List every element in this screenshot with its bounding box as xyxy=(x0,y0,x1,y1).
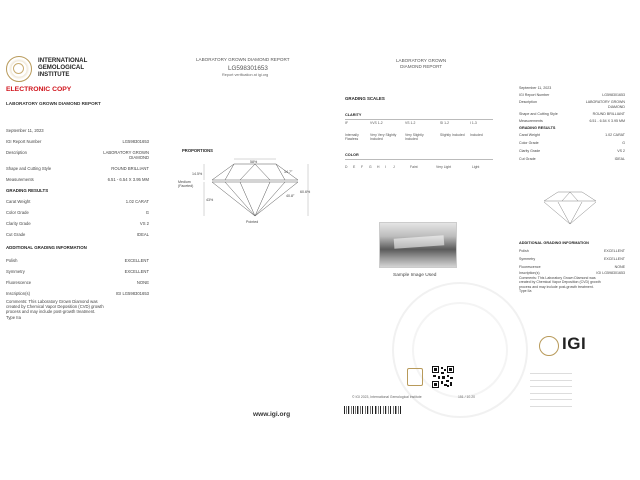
color-grade: Very Light xyxy=(436,165,452,169)
grading-row: Clarity Grade VS 2 xyxy=(6,221,149,226)
barcode-icon xyxy=(344,406,404,414)
clarity-scale-label: CLARITY xyxy=(345,113,362,117)
serial-details-block xyxy=(530,367,572,419)
additional-row: Symmetry EXCELLENT xyxy=(6,269,149,274)
rc-proportions-diagram xyxy=(530,186,610,230)
clarity-desc: Very Slightly Included xyxy=(405,133,424,141)
clarity-grade: I 1-3 xyxy=(470,121,477,125)
grading-row: Cut Grade IDEAL xyxy=(6,232,149,237)
clarity-desc: Very Very Slightly Included xyxy=(370,133,397,141)
additional-row: Inscription(s) IGI LG598301653 xyxy=(6,291,149,296)
rc-comments: Comments: This Laboratory Grown Diamond was created by Chemical Vapor Deposition (CVD) growth process and may include post-growth treatment. Type IIa xyxy=(519,276,601,294)
report-type: LABORATORY GROWN DIAMOND REPORT xyxy=(6,101,101,106)
report-date: September 11, 2023 xyxy=(6,128,44,133)
sample-diamond-image xyxy=(379,222,457,268)
additional-row: Polish EXCELLENT xyxy=(6,258,149,263)
color-grade: I xyxy=(385,165,386,169)
clarity-desc: Slightly Included xyxy=(440,133,465,137)
qr-code-icon xyxy=(432,366,454,388)
igi-seal-icon xyxy=(6,56,32,82)
rc-grading-row: Cut Grade IDEAL xyxy=(519,157,625,161)
color-grade: F xyxy=(361,165,364,169)
color-grade: H xyxy=(377,165,380,169)
rc-grading-row: Carat Weight 1.02 CARAT xyxy=(519,133,625,137)
rc-additional-row: Fluorescence NONE xyxy=(519,265,625,269)
rc-grading-row: Color Grade G xyxy=(519,141,625,145)
rc-field-row: DIAMOND xyxy=(608,105,625,109)
rc-additional-row: Symmetry EXCELLENT xyxy=(519,257,625,261)
hologram-seal-icon xyxy=(407,368,423,386)
rc-grading-row: Clarity Grade VS 2 xyxy=(519,149,625,153)
rc-field-row: Shape and Cutting Style ROUND BRILLIANT xyxy=(519,112,625,116)
color-grade: E xyxy=(353,165,356,169)
color-grade: J xyxy=(393,165,395,169)
field-row: Measurements 6.51 - 6.54 X 3.95 MM xyxy=(6,177,149,182)
clarity-grade: VS 1-2 xyxy=(405,121,416,125)
field-row: Description LABORATORY GROWN xyxy=(6,150,149,155)
prop-table: 58% xyxy=(250,160,258,164)
clarity-desc: Included xyxy=(470,133,483,137)
org-name: INTERNATIONAL GEMOLOGICAL INSTITUTE xyxy=(38,57,88,79)
verification-note: Report verification at igi.org xyxy=(222,73,269,77)
sample-image-caption: Sample Image Used xyxy=(393,273,437,278)
clarity-grade: VVS 1-2 xyxy=(370,121,383,125)
field-row: DIAMOND xyxy=(129,155,149,160)
clarity-desc: Internally Flawless xyxy=(345,133,359,141)
comments: Comments: This Laboratory Grown Diamond was created by Chemical Vapor Deposition (CVD) growth process and may include post-growth treatment. Type IIa xyxy=(6,299,104,320)
additional-grading-heading: ADDITIONAL GRADING INFORMATION xyxy=(6,245,87,250)
color-grade: Faint xyxy=(410,165,418,169)
clarity-grade: SI 1-2 xyxy=(440,121,450,125)
electronic-copy-label: ELECTRONIC COPY xyxy=(6,86,72,93)
color-grade: G xyxy=(369,165,372,169)
proportions-label: PROPORTIONS xyxy=(182,148,213,153)
prop-total-depth: 60.6% xyxy=(300,190,311,194)
color-grade: Light xyxy=(472,165,480,169)
watermark-inner-icon xyxy=(412,302,508,398)
middle-report-title: LABORATORY GROWN DIAMOND REPORT xyxy=(196,57,290,62)
additional-row: Fluorescence NONE xyxy=(6,280,149,285)
clarity-grade: IF xyxy=(345,121,349,125)
field-row: Shape and Cutting Style ROUND BRILLIANT xyxy=(6,166,149,171)
rc-additional-heading: ADDITIONAL GRADING INFORMATION xyxy=(519,241,589,245)
igi-logo-icon xyxy=(539,336,559,356)
color-grade: D xyxy=(345,165,348,169)
copyright: © IGI 2023, International Gemological Institute xyxy=(352,395,422,399)
prop-pavilion-depth: 43% xyxy=(206,198,214,202)
prop-culet: Pointed xyxy=(246,220,259,224)
right-card-date: September 11, 2023 xyxy=(519,86,552,90)
rc-field-row: Description LABORATORY GROWN xyxy=(519,100,625,104)
color-scale-label: COLOR xyxy=(345,153,359,157)
igi-logo-text: IGI xyxy=(562,334,587,353)
rc-field-row: Measurements 6.51 - 6.54 X 3.95 MM xyxy=(519,119,625,123)
rc-grading-heading: GRADING RESULTS xyxy=(519,126,556,130)
middle-report-number: LG598301653 xyxy=(228,65,268,72)
prop-girdle: Medium (Faceted) xyxy=(178,180,194,188)
grading-scales-heading: GRADING SCALES xyxy=(345,96,385,101)
prop-pavilion-angle: 40.8° xyxy=(286,194,295,198)
website-link[interactable]: www.igi.org xyxy=(253,411,291,418)
prop-crown-angle: 34.7° xyxy=(284,170,293,174)
rc-field-row: IGI Report Number LG598301653 xyxy=(519,93,625,97)
form-code: 151 / 10.20 xyxy=(458,395,475,399)
rc-additional-row: Inscription(s) IGI LG598301653 xyxy=(519,271,625,275)
field-row: IGI Report Number LG598301653 xyxy=(6,139,149,144)
grading-row: Color Grade G xyxy=(6,210,149,215)
grading-results-heading: GRADING RESULTS xyxy=(6,188,49,193)
proportions-diagram xyxy=(180,156,340,236)
grading-row: Carat Weight 1.02 CARAT xyxy=(6,199,149,204)
rc-additional-row: Polish EXCELLENT xyxy=(519,249,625,253)
prop-crown-height: 14.5% xyxy=(192,172,203,176)
right-sheet-title: LABORATORY GROWN DIAMOND REPORT xyxy=(396,58,447,69)
